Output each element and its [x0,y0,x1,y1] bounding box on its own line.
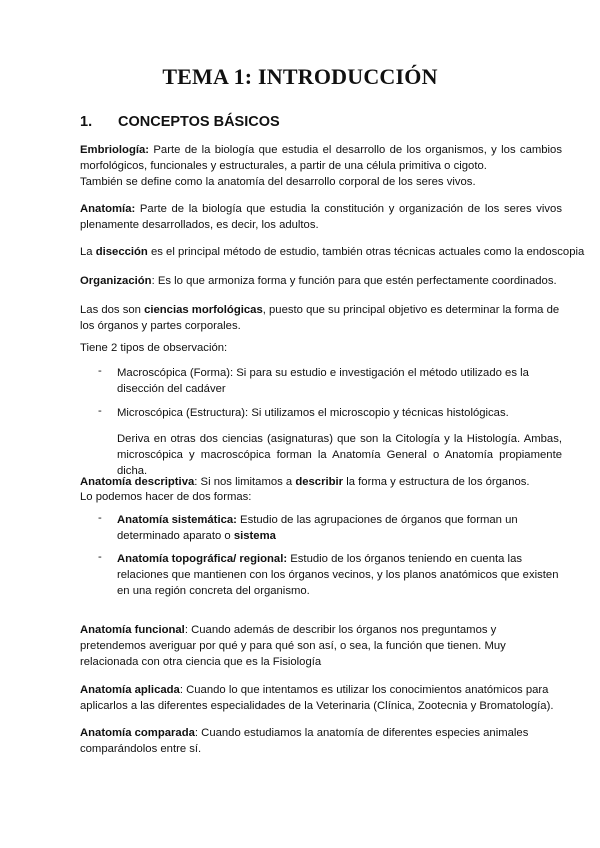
text-organizacion: : Es lo que armoniza forma y función para que estén perfectamente coordinados. [151,275,557,287]
term-anatomia: Anatomía: [80,203,136,215]
text-aplicada: : Cuando lo que intentamos es utilizar los conocimientos anatómicos para aplicarlos a las diferentes especialidades de la Veterinaria (Clínica, Zootecnia y Bromatología). [80,684,554,712]
paragraph-organizacion [80,273,562,289]
paragraph-morfologicas [80,302,562,334]
paragraph-observacion-intro: Tiene 2 tipos de observación: [80,342,228,354]
bullet-marker: - [98,551,102,563]
text-funcional: : Cuando además de describir los órganos nos preguntamos y pretendemos averiguar por qué y para qué son así, o sea, la función que tienen. Muy relacionada con otra ciencia que es la Fisiología [80,624,506,668]
term-sistematica: Anatomía sistemática: [117,514,237,526]
term-sistema: sistema [233,530,276,542]
text-descriptiva-2: la forma y estructura de los órganos. [343,476,530,488]
term-morfologicas: ciencias morfológicas [144,304,263,316]
list-item-sistematica [117,512,562,544]
text-morfologicas: , puesto que su principal objetivo es determinar la forma de los órganos y partes corporales. [80,304,560,332]
paragraph-anatomia [80,201,562,233]
list-item-topografica [117,551,562,599]
text-diseccion-pre: La [80,246,96,258]
term-embriologia: Embriología: [80,144,150,156]
bullet-marker: - [98,512,102,524]
list-item-microscopica: Microscópica (Estructura): Si utilizamos el microscopio y técnicas histológicas. [117,407,509,419]
term-organizacion: Organización [80,275,152,287]
text-embriologia: Parte de la biología que estudia el desarrollo de los organismos, y los cambios morfológicos, funcionales y estructurales, a partir de una célula primitiva o cigoto. [80,144,562,172]
section-title: CONCEPTOS BÁSICOS [118,114,280,130]
page-title: TEMA 1: INTRODUCCIÓN [162,64,438,89]
text-anatomia: Parte de la biología que estudia la constitución y organización de los seres vivos plenamente desarrollados, es decir, los adultos. [80,203,562,231]
section-heading [80,114,280,130]
paragraph-embriologia-line2: También se define como la anatomía del desarrollo corporal de los seres vivos. [80,176,476,188]
term-topografica: Anatomía topográfica/ regional: [117,553,288,565]
text-sistematica: Estudio de las agrupaciones de órganos que forman un determinado aparato o [117,514,518,542]
text-topografica: Estudio de los órganos teniendo en cuenta las relaciones que mantienen con los órganos vecinos, y los planos anatómicos que existen en una región concreta del organismo. [117,553,559,597]
text-morfologicas-pre: Las dos son [80,304,145,316]
term-aplicada: Anatomía aplicada [80,684,180,696]
term-funcional: Anatomía funcional [80,624,185,636]
paragraph-funcional [80,622,562,670]
text-descriptiva-1: : Si nos limitamos a [194,476,296,488]
term-comparada: Anatomía comparada [80,727,195,739]
paragraph-descriptiva [80,474,562,490]
paragraph-comparada [80,725,562,757]
text-comparada: : Cuando estudiamos la anatomía de diferentes especies animales comparándolos entre sí. [80,727,529,755]
paragraph-deriva: Deriva en otras dos ciencias (asignaturas) que son la Citología y la Histología. Ambas, microscópica y macroscópica forman la Anatomía General o Anatomía propiamente dicha. [117,433,562,477]
bullet-marker: - [98,405,102,417]
term-diseccion: disección [95,246,148,258]
paragraph-descriptiva-line2: Lo podemos hacer de dos formas: [80,491,252,503]
paragraph-embriologia [80,142,562,174]
list-item-macroscopica: Macroscópica (Forma): Si para su estudio e investigación el método utilizado es la disección del cadáver [117,367,529,395]
term-descriptiva: Anatomía descriptiva [80,476,195,488]
bullet-marker: - [98,365,102,377]
paragraph-diseccion [80,244,585,260]
term-describir: describir [295,476,344,488]
text-diseccion: es el principal método de estudio, también otras técnicas actuales como la endoscopia [147,246,585,258]
paragraph-aplicada [80,682,562,714]
section-number: 1. [80,114,93,130]
